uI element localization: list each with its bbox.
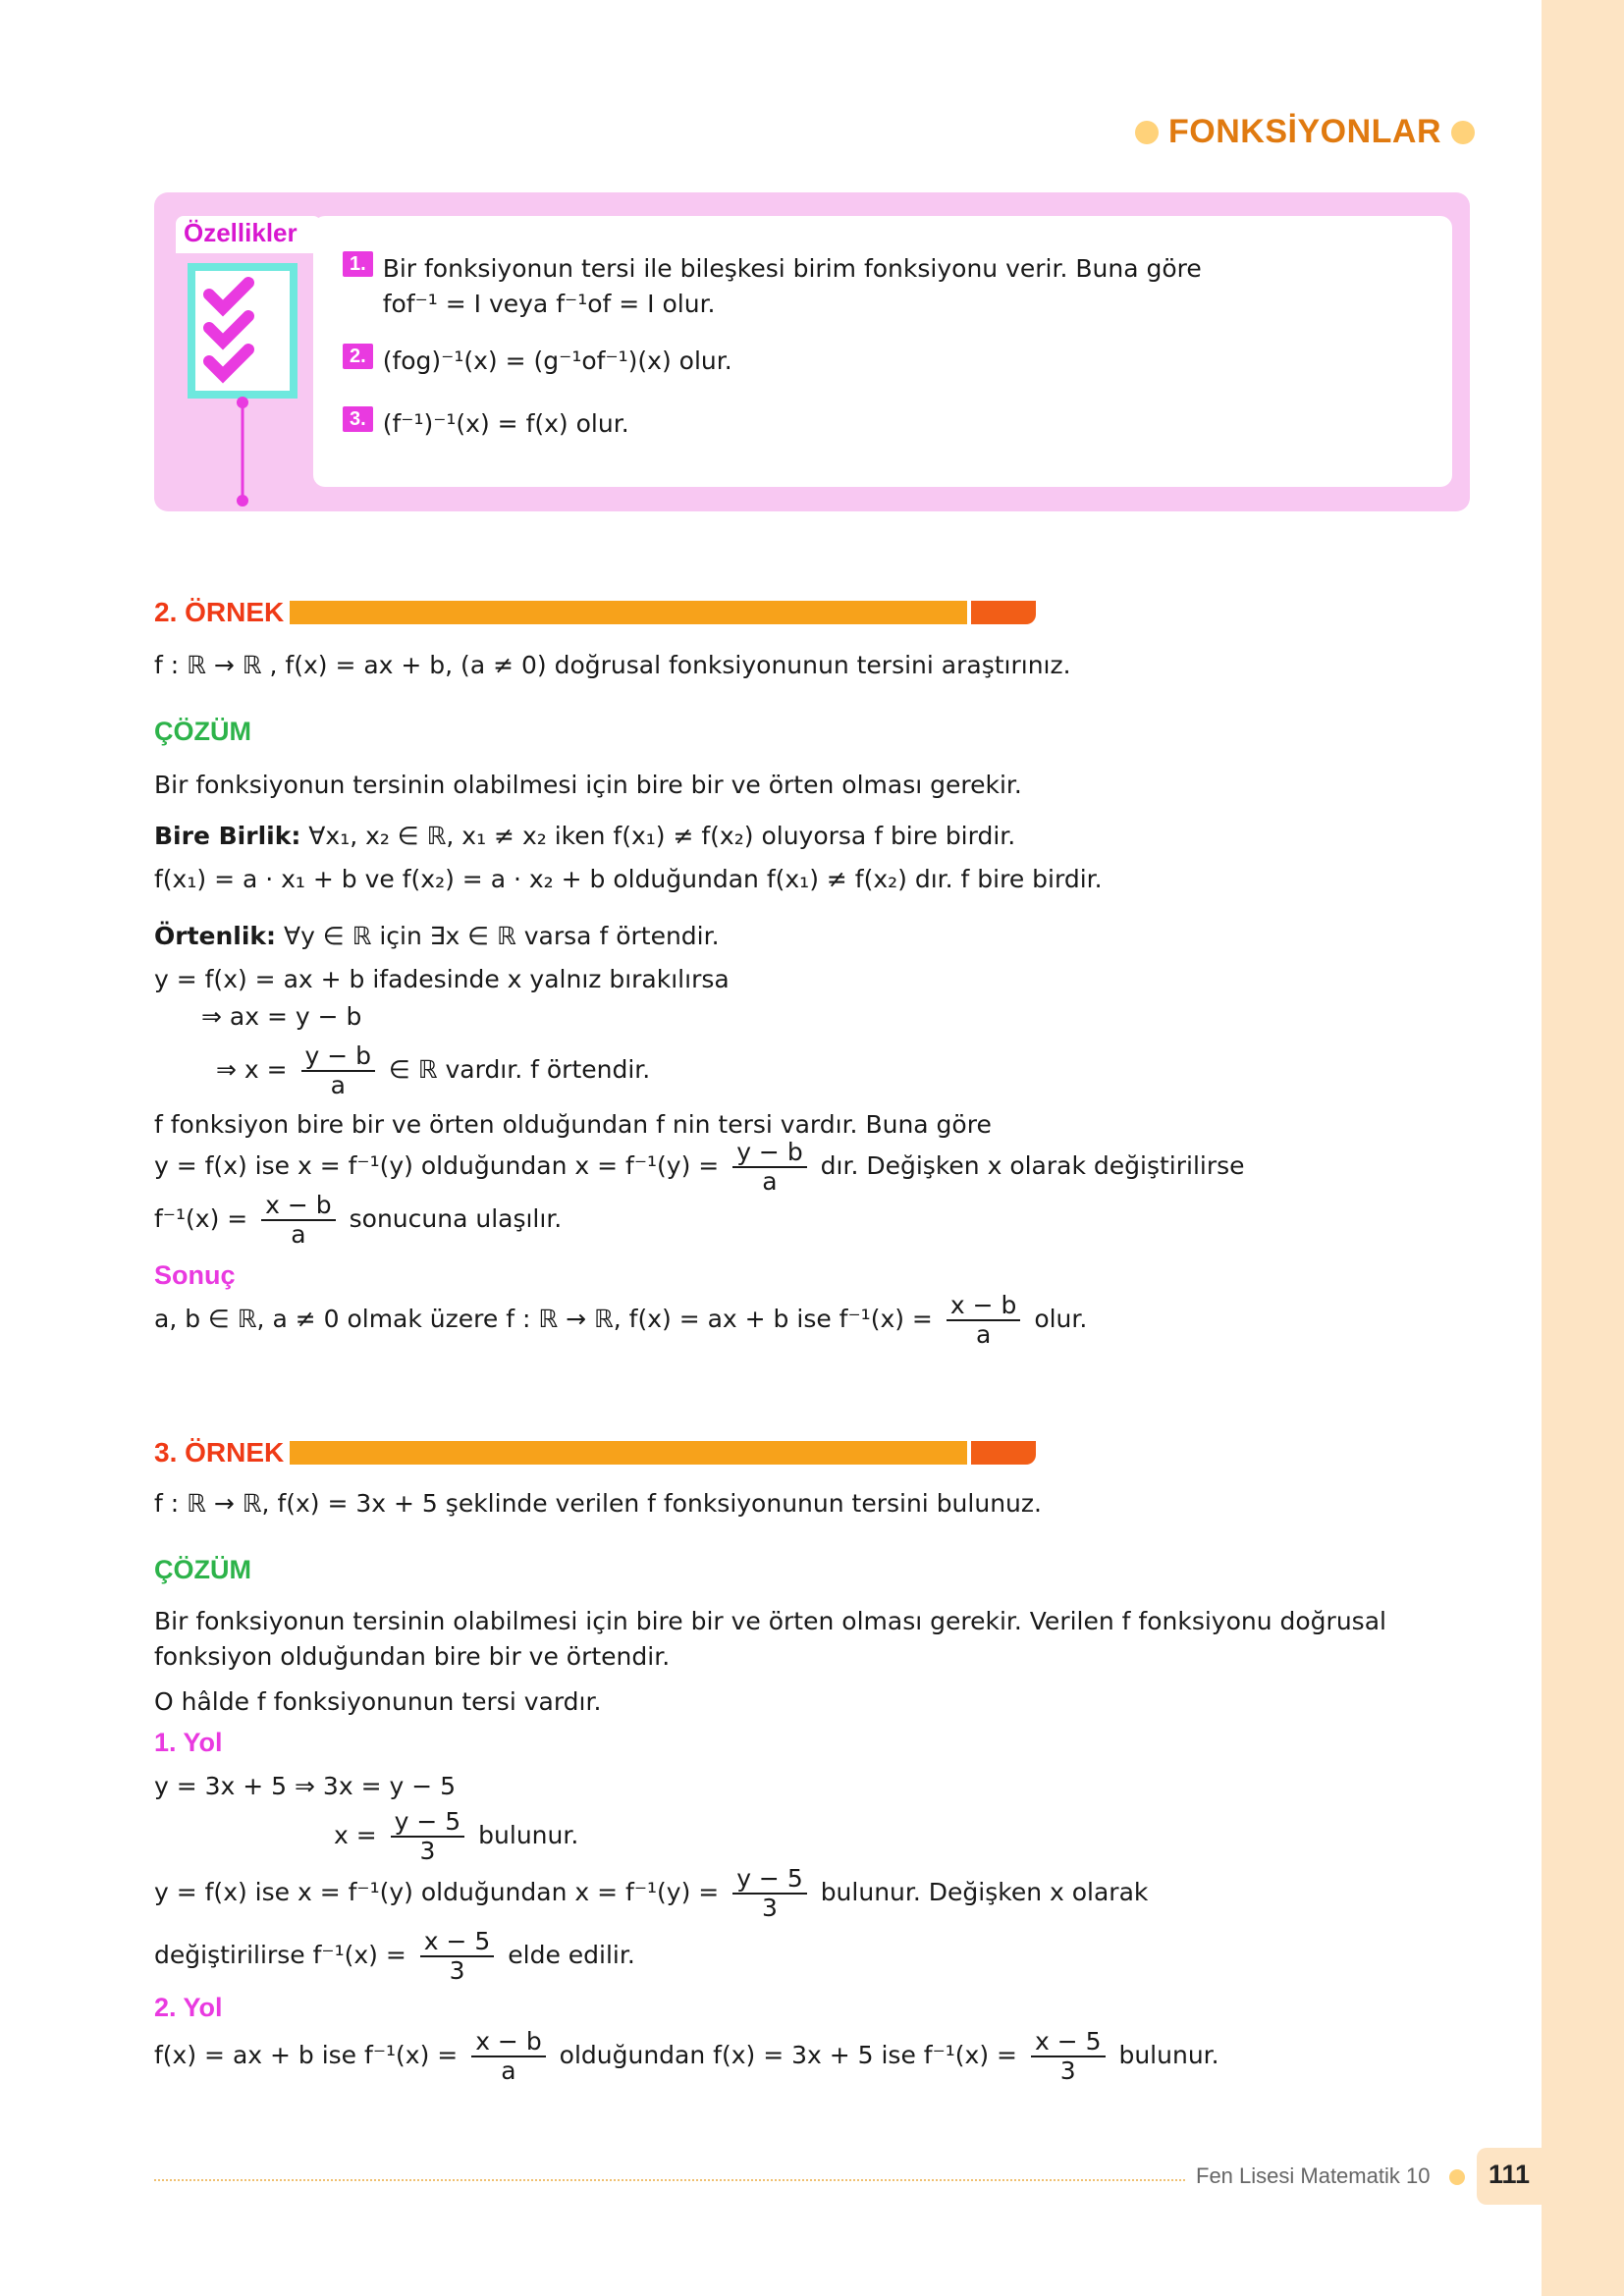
page-number: 111: [1489, 2160, 1531, 2189]
property-formula: fof⁻¹ = I veya f⁻¹of = I olur.: [382, 290, 716, 318]
way-1-title: 1. Yol: [154, 1728, 223, 1757]
step-text: bulunur.: [478, 1821, 579, 1849]
solution-text: f(x₁) = a · x₁ + b ve f(x₂) = a · x₂ + b olduğundan f(x₁) ≠ f(x₂) dır. f bire birdir.: [154, 865, 1103, 893]
fraction: [391, 1808, 465, 1865]
example-2-header: [154, 597, 1036, 628]
fraction-denominator: 3: [762, 1894, 778, 1922]
injectivity-text: ∀x₁, x₂ ∈ ℝ, x₁ ≠ x₂ iken f(x₁) ≠ f(x₂) oluyorsa f bire birdir.: [300, 822, 1016, 850]
example-3-question: f : ℝ → ℝ, f(x) = 3x + 5 şeklinde verilen f fonksiyonunun tersini bulunuz.: [154, 1489, 1042, 1518]
solution-step: ⇒ ax = y − b: [201, 1002, 362, 1031]
fraction-denominator: a: [975, 1320, 992, 1349]
footer-book-title: Fen Lisesi Matematik 10: [1196, 2163, 1431, 2188]
fraction: [1031, 2028, 1106, 2085]
surjectivity-text: ∀y ∈ ℝ için ∃x ∈ ℝ varsa f örtendir.: [276, 922, 720, 950]
step-text: ⇒ x =: [216, 1055, 288, 1084]
fraction: [732, 1865, 807, 1922]
formula-text: olur.: [1034, 1305, 1088, 1333]
fraction-denominator: a: [501, 2056, 516, 2085]
fraction: [947, 1292, 1021, 1349]
result-title: Sonuç: [154, 1260, 236, 1290]
solution-formula: [154, 1865, 1148, 1922]
example-title: 2. ÖRNEK: [154, 597, 285, 627]
fraction-denominator: 3: [449, 1956, 465, 1985]
surjectivity-label: Örtenlik:: [154, 922, 277, 950]
formula-text: y = f(x) ise x = f⁻¹(y) olduğundan x = f⁻¹(y) =: [154, 1151, 720, 1180]
step-text: ∈ ℝ vardır. f örtendir.: [389, 1055, 651, 1084]
header-bar-end: [971, 1441, 1036, 1465]
example-2-question: f : ℝ → ℝ , f(x) = ax + b, (a ≠ 0) doğrusal fonksiyonunun tersini araştırınız.: [154, 651, 1071, 679]
properties-content: [313, 216, 1452, 487]
chapter-header: [1135, 113, 1475, 151]
property-number: 2.: [343, 344, 373, 369]
property-formula: (fog)⁻¹(x) = (g⁻¹of⁻¹)(x) olur.: [382, 347, 732, 375]
fraction-denominator: a: [330, 1071, 346, 1099]
fraction: [732, 1139, 807, 1196]
example-3-header: [154, 1437, 1036, 1468]
fraction-denominator: a: [762, 1167, 778, 1196]
formula-text: değiştirilirse f⁻¹(x) =: [154, 1941, 406, 1969]
formula-text: f(x) = ax + b ise f⁻¹(x) =: [154, 2041, 459, 2069]
example-title: 3. ÖRNEK: [154, 1437, 285, 1468]
surjectivity-line: [154, 921, 720, 952]
solution-title: ÇÖZÜM: [154, 1555, 251, 1584]
footer-divider: [154, 2179, 1185, 2181]
solution-text: fonksiyon olduğundan bire bir ve örtendir.: [154, 1642, 671, 1671]
formula-text: y = f(x) ise x = f⁻¹(y) olduğundan x = f⁻¹(y) =: [154, 1878, 720, 1906]
property-item-3: [343, 406, 629, 442]
properties-label: Özellikler: [184, 218, 298, 247]
formula-text: sonucuna ulaşılır.: [349, 1204, 563, 1233]
fraction-numerator: y − 5: [732, 1865, 807, 1895]
property-formula: (f⁻¹)⁻¹(x) = f(x) olur.: [382, 409, 629, 438]
header-bar-end: [971, 601, 1036, 624]
solution-text: f fonksiyon bire bir ve örten olduğundan f nin tersi vardır. Buna göre: [154, 1110, 992, 1139]
formula-text: f⁻¹(x) =: [154, 1204, 248, 1233]
fraction-denominator: a: [291, 1220, 306, 1249]
property-item-1: [343, 251, 1202, 322]
side-strip: [1542, 0, 1624, 2296]
injectivity-label: Bire Birlik:: [154, 822, 301, 850]
fraction: [261, 1192, 336, 1249]
solution-step: [334, 1808, 578, 1865]
injectivity-line: [154, 821, 1015, 852]
solution-formula: [154, 1192, 562, 1249]
footer-dot-icon: [1449, 2169, 1465, 2185]
solution-formula: [154, 1928, 635, 1985]
property-number: 1.: [343, 251, 373, 277]
fraction-denominator: 3: [1059, 2056, 1076, 2085]
solution-text: O hâlde f fonksiyonunun tersi vardır.: [154, 1687, 602, 1716]
solution-text: y = f(x) = ax + b ifadesinde x yalnız bırakılırsa: [154, 965, 730, 993]
formula-text: a, b ∈ ℝ, a ≠ 0 olmak üzere f : ℝ → ℝ, f(x) = ax + b ise f⁻¹(x) =: [154, 1305, 933, 1333]
property-text: Bir fonksiyonun tersi ile bileşkesi birim fonksiyonu verir. Buna göre: [382, 254, 1202, 283]
formula-text: dır. Değişken x olarak değiştirilirse: [820, 1151, 1245, 1180]
header-bar: [290, 601, 967, 624]
solution-text: Bir fonksiyonun tersinin olabilmesi için bire bir ve örten olması gerekir.: [154, 771, 1022, 799]
solution-formula: [154, 2028, 1219, 2085]
formula-text: olduğundan f(x) = 3x + 5 ise f⁻¹(x) =: [559, 2041, 1018, 2069]
formula-text: bulunur. Değişken x olarak: [820, 1878, 1149, 1906]
property-item-2: [343, 344, 732, 379]
formula-text: bulunur.: [1118, 2041, 1219, 2069]
header-bar: [290, 1441, 967, 1465]
result-formula: [154, 1292, 1087, 1349]
fraction-numerator: x − 5: [1031, 2028, 1106, 2057]
step-text: x =: [334, 1821, 377, 1849]
header-dot-icon: [1135, 121, 1159, 144]
fraction-numerator: x − b: [471, 2028, 546, 2057]
solution-text: Bir fonksiyonun tersinin olabilmesi için bire bir ve örten olması gerekir. Verilen f fonksiyonu doğrusal: [154, 1607, 1386, 1635]
solution-formula: [154, 1139, 1245, 1196]
solution-step: [216, 1042, 650, 1099]
checklist-icon: [188, 263, 298, 508]
property-number: 3.: [343, 406, 373, 432]
solution-step: y = 3x + 5 ⇒ 3x = y − 5: [154, 1772, 457, 1800]
fraction-numerator: y − b: [732, 1139, 807, 1168]
fraction-numerator: y − 5: [391, 1808, 465, 1838]
fraction-numerator: x − b: [947, 1292, 1021, 1321]
solution-title: ÇÖZÜM: [154, 717, 251, 746]
way-2-title: 2. Yol: [154, 1993, 223, 2022]
fraction-numerator: x − 5: [420, 1928, 495, 1957]
properties-box: [154, 192, 1470, 511]
chapter-title: FONKSİYONLAR: [1168, 113, 1441, 150]
fraction-denominator: 3: [419, 1837, 436, 1865]
fraction-numerator: x − b: [261, 1192, 336, 1221]
fraction: [301, 1042, 376, 1099]
fraction: [420, 1928, 495, 1985]
header-dot-icon: [1451, 121, 1475, 144]
formula-text: elde edilir.: [508, 1941, 635, 1969]
fraction-numerator: y − b: [301, 1042, 376, 1072]
fraction: [471, 2028, 546, 2085]
